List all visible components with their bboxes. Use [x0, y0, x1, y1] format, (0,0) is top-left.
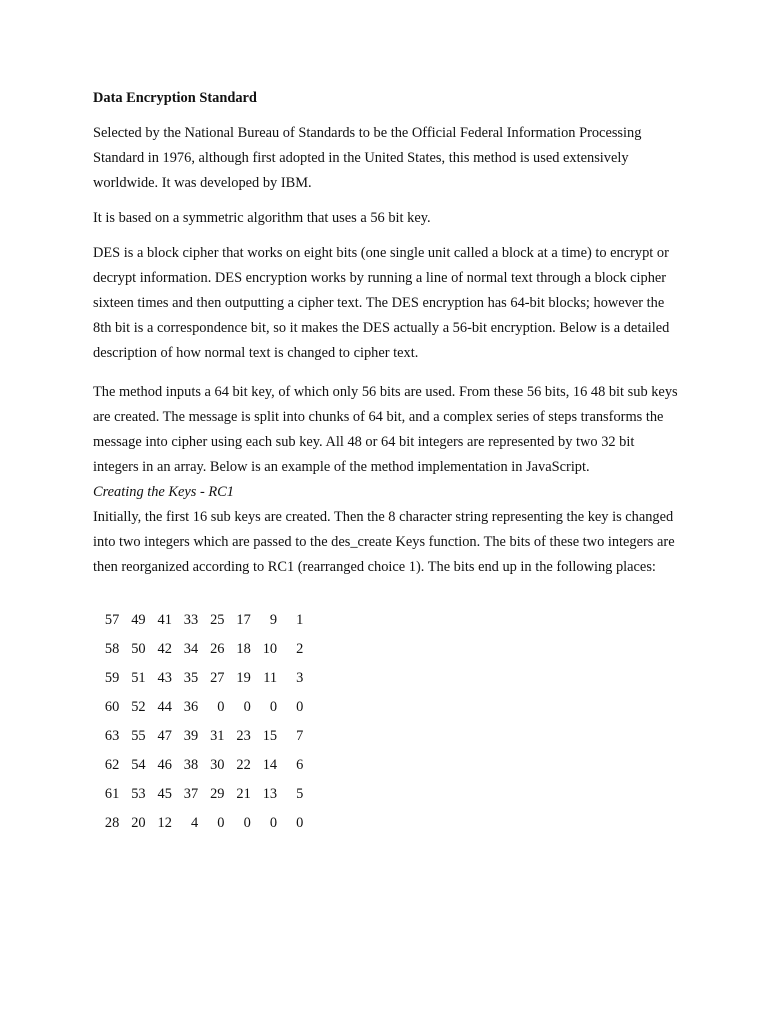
table-cell: 46	[157, 757, 172, 773]
table-cell: 49	[131, 612, 146, 628]
table-row	[93, 635, 303, 664]
table-cell: 47	[157, 728, 172, 744]
table-cell: 0	[296, 699, 304, 715]
table-cell: 13	[262, 786, 278, 802]
table-cell: 6	[296, 757, 304, 773]
table-cell: 0	[269, 815, 278, 831]
table-cell: 20	[131, 815, 146, 831]
table-cell: 53	[131, 786, 146, 802]
table-cell: 42	[157, 641, 172, 657]
table-cell: 38	[183, 757, 199, 773]
table-cell: 5	[296, 786, 304, 802]
table-cell: 25	[210, 612, 225, 628]
table-cell: 57	[104, 612, 120, 628]
table-cell: 30	[210, 757, 225, 773]
table-row	[93, 809, 303, 838]
table-cell: 58	[104, 641, 120, 657]
paragraph-key-size: It is based on a symmetric algorithm that uses a 56 bit key.	[93, 210, 431, 226]
table-cell: 0	[243, 699, 251, 715]
table-cell: 52	[131, 699, 146, 715]
section-subheading: Creating the Keys - RC1	[93, 484, 234, 500]
table-cell: 3	[296, 670, 304, 686]
paragraph-intro: Selected by the National Bureau of Standards to be the Official Federal Information Processing Standard in 1976, although first adopted in the United States, this method is used extensively worldwide. It was developed by IBM.	[93, 125, 642, 191]
table-cell: 39	[183, 728, 199, 744]
table-cell: 27	[210, 670, 225, 686]
table-cell: 59	[104, 670, 120, 686]
table-cell: 2	[296, 641, 304, 657]
table-cell: 1	[296, 612, 304, 628]
table-cell: 37	[183, 786, 199, 802]
rc1-table-body	[93, 606, 303, 838]
table-cell: 7	[296, 728, 304, 744]
table-cell: 63	[104, 728, 120, 744]
table-cell: 60	[104, 699, 120, 715]
table-cell: 51	[131, 670, 146, 686]
table-cell: 0	[217, 815, 225, 831]
table-cell: 4	[190, 815, 199, 831]
table-row	[93, 780, 303, 809]
table-cell: 15	[262, 728, 278, 744]
table-cell: 9	[269, 612, 278, 628]
table-cell: 22	[236, 757, 251, 773]
table-cell: 10	[262, 641, 278, 657]
table-cell: 45	[157, 786, 172, 802]
paragraph-block-cipher: DES is a block cipher that works on eight bits (one single unit called a block at a time) to encrypt or decrypt information. DES encryption works by running a line of normal text through a block cipher sixteen times and then outputting a cipher text. The DES encryption has 64-bit blocks; however the 8th bit is a correspondence bit, so it makes the DES actually a 56-bit encryption. Below is a detailed description of how normal text is changed to cipher text.	[93, 245, 670, 361]
table-cell: 0	[296, 815, 304, 831]
table-cell: 0	[217, 699, 225, 715]
rc1-bit-table	[93, 606, 303, 838]
table-cell: 34	[183, 641, 199, 657]
document-title: Data Encryption Standard	[93, 90, 257, 106]
table-cell: 44	[157, 699, 172, 715]
table-cell: 33	[183, 612, 199, 628]
document-page	[93, 86, 683, 838]
table-row	[93, 693, 303, 722]
table-cell: 14	[262, 757, 278, 773]
table-row	[93, 751, 303, 780]
table-cell: 35	[183, 670, 199, 686]
table-cell: 18	[236, 641, 251, 657]
table-cell: 23	[236, 728, 251, 744]
table-row	[93, 606, 303, 635]
table-row	[93, 722, 303, 751]
table-cell: 55	[131, 728, 146, 744]
table-cell: 62	[104, 757, 120, 773]
table-cell: 28	[104, 815, 120, 831]
table-cell: 19	[236, 670, 251, 686]
table-cell: 26	[210, 641, 225, 657]
table-cell: 61	[104, 786, 120, 802]
table-row	[93, 664, 303, 693]
table-cell: 50	[131, 641, 146, 657]
paragraph-method: The method inputs a 64 bit key, of which only 56 bits are used. From these 56 bits, 16 48 bit sub keys are created. The message is split into chunks of 64 bit, and a complex series of steps transforms the message into cipher using each sub key. All 48 or 64 bit integers are represented by two 32 bit integers in an array. Below is an example of the method implementation in JavaScript.	[93, 384, 678, 475]
table-cell: 36	[183, 699, 199, 715]
table-cell: 11	[263, 670, 278, 686]
table-cell: 31	[210, 728, 225, 744]
table-cell: 21	[236, 786, 251, 802]
table-cell: 12	[157, 815, 172, 831]
table-cell: 0	[269, 699, 278, 715]
table-cell: 54	[131, 757, 146, 773]
table-cell: 0	[243, 815, 251, 831]
table-cell: 43	[157, 670, 172, 686]
table-cell: 29	[210, 786, 225, 802]
paragraph-rc1: Initially, the first 16 sub keys are created. Then the 8 character string representing the key is changed into two integers which are passed to the des_create Keys function. The bits of these two integers are then reorganized according to RC1 (rearranged choice 1). The bits end up in the following places:	[93, 509, 675, 575]
table-cell: 17	[236, 612, 251, 628]
table-cell: 41	[157, 612, 172, 628]
